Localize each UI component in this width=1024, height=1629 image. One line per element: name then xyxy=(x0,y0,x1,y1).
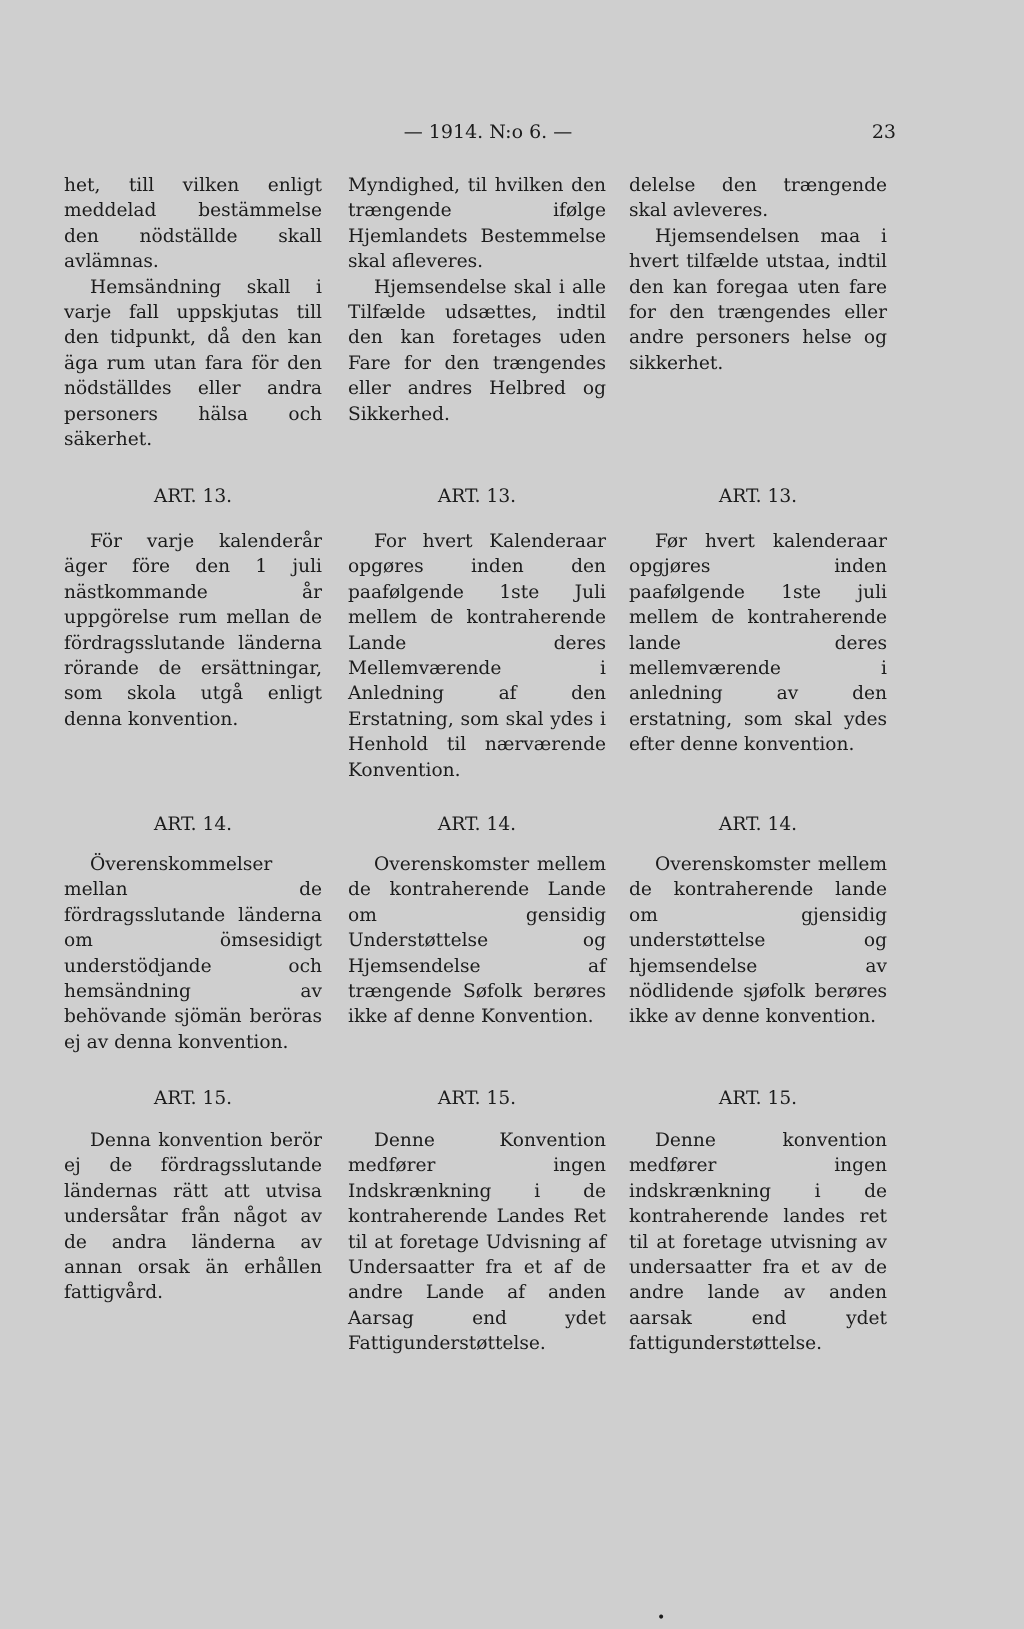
art13-sv-text: För varje kalenderår äger före den 1 juli nästkommande år uppgörelse rum mellan de fördragsslutande länderna rörande de ersättningar, som skola utgå enligt denna konvention. xyxy=(64,531,322,730)
art13-danish xyxy=(348,529,606,783)
art14-heading-da: ART. 14. xyxy=(437,814,517,835)
art13-heading-no: ART. 13. xyxy=(718,486,798,507)
running-title: — 1914. N:o 6. — xyxy=(403,121,573,143)
art14-no-text: Overenskomster mellem de kontraherende lande om gjensidig understøttelse og hjemsendelse av nödlidende sjøfolk berøres ikke av denne konvention. xyxy=(629,854,887,1028)
art14-danish xyxy=(348,852,606,1030)
printer-mark: • xyxy=(657,1610,666,1626)
intro-swedish xyxy=(64,173,322,452)
intro-sv-para-2: Hemsändning skall i varje fall uppskjutas till den tidpunkt, då den kan äga rum utan fara för den nödställdes eller andra personers hälsa och säkerhet. xyxy=(64,276,322,451)
art14-swedish xyxy=(64,852,322,1055)
intro-no-para-2: Hjemsendelsen maa i hvert tilfælde utstaa, indtil den kan foregaa uten fare for den trængendes eller andre personers helse og sikkerhet. xyxy=(629,225,887,374)
art14-da-text: Overenskomster mellem de kontraherende Lande om gensidig Understøttelse og Hjemsendelse af trængende Søfolk berøres ikke af denne Konvention. xyxy=(348,854,606,1028)
intro-danish xyxy=(348,173,606,427)
art14-heading-no: ART. 14. xyxy=(718,814,798,835)
art15-danish xyxy=(348,1128,606,1357)
art15-no-text: Denne konvention medfører ingen indskrænkning i de kontraherende landes ret til at foretage utvisning av undersaatter fra et av de andre lande av anden aarsak end ydet fattigunderstøttelse. xyxy=(629,1130,887,1355)
art14-sv-text: Överenskommelser mellan de fördragsslutande länderna om ömsesidigt understödjande och hemsändning av behövande sjömän beröras ej av denna konvention. xyxy=(64,854,322,1053)
art13-heading-da: ART. 13. xyxy=(437,486,517,507)
art15-heading-da: ART. 15. xyxy=(437,1088,517,1109)
art15-heading-no: ART. 15. xyxy=(718,1088,798,1109)
art15-heading-sv: ART. 15. xyxy=(153,1088,233,1109)
art13-heading-sv: ART. 13. xyxy=(153,486,233,507)
page-header xyxy=(0,121,1024,153)
art14-heading-sv: ART. 14. xyxy=(153,814,233,835)
intro-no-para-1: delelse den trængende skal avleveres. xyxy=(629,175,887,222)
art15-sv-text: Denna konvention berör ej de fördragsslutande ländernas rätt att utvisa undersåtar från något av de andra länderna av annan orsak än erhållen fattigvård. xyxy=(64,1130,322,1304)
page-number: 23 xyxy=(871,121,896,143)
art15-swedish xyxy=(64,1128,322,1306)
intro-da-para-1: Myndighed, til hvilken den trængende ifølge Hjemlandets Bestemmelse skal afleveres. xyxy=(348,175,606,273)
art13-da-text: For hvert Kalenderaar opgøres inden den paafølgende 1ste Juli mellem de kontraherende Lande deres Mellemværende i Anledning af den Erstatning, som skal ydes i Henhold til nærværende Konvention. xyxy=(348,531,606,781)
art13-swedish xyxy=(64,529,322,732)
intro-sv-para-1: het, till vilken enligt meddelad bestämmelse den nödställde skall avlämnas. xyxy=(64,175,322,273)
intro-da-para-2: Hjemsendelse skal i alle Tilfælde udsættes, indtil den kan foretages uden Fare for den trængendes eller andres Helbred og Sikkerhed. xyxy=(348,276,606,425)
art15-norwegian xyxy=(629,1128,887,1357)
art13-norwegian xyxy=(629,529,887,758)
art14-norwegian xyxy=(629,852,887,1030)
art15-da-text: Denne Konvention medfører ingen Indskrænkning i de kontraherende Landes Ret til at foretage Udvisning af Undersaatter fra et af de andre Lande af anden Aarsag end ydet Fattigunderstøttelse. xyxy=(348,1130,606,1355)
intro-norwegian xyxy=(629,173,887,376)
art13-no-text: Før hvert kalenderaar opgjøres inden paafølgende 1ste juli mellem de kontraherende lande deres mellemværende i anledning av den erstatning, som skal ydes efter denne konvention. xyxy=(629,531,887,756)
